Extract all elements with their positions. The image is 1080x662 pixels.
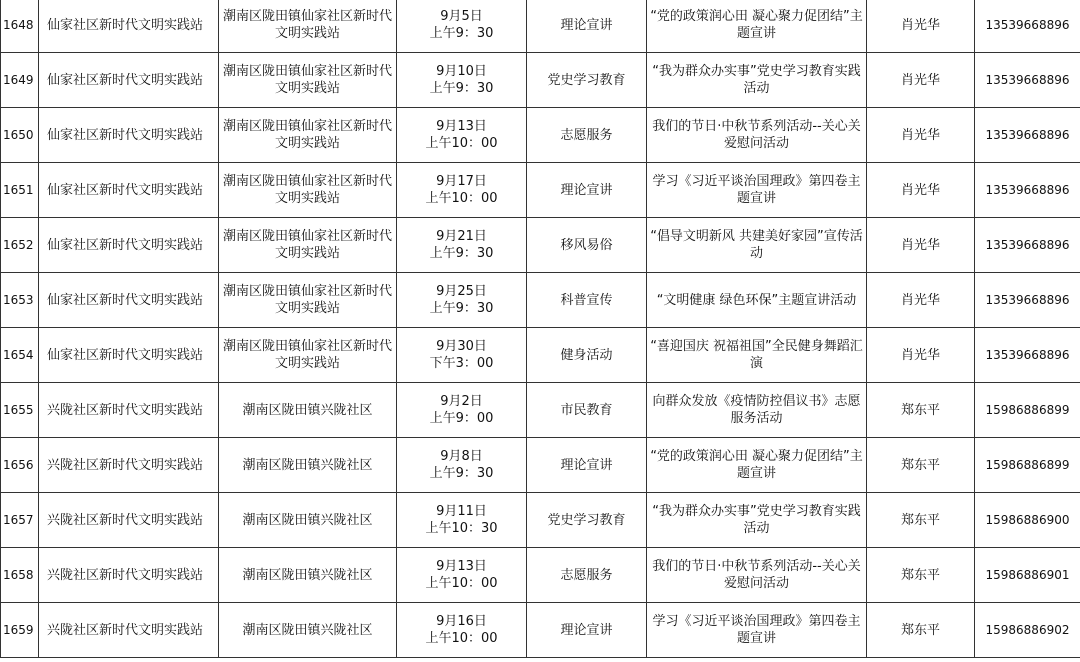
activity-date: 9月21日: [436, 229, 487, 244]
practice-station-name: 兴陇社区新时代文明实践站: [39, 383, 219, 438]
table-row: [1, 273, 1080, 328]
activity-location: 潮南区陇田镇兴陇社区: [219, 438, 397, 493]
activity-date: 9月13日: [436, 119, 487, 134]
activity-datetime: [397, 493, 527, 548]
activity-type: 健身活动: [527, 328, 647, 383]
activity-time: 上午10：00: [425, 631, 498, 646]
practice-station-name: 兴陇社区新时代文明实践站: [39, 438, 219, 493]
contact-phone: 15986886900: [975, 493, 1080, 548]
row-number: 1649: [1, 53, 39, 108]
activity-type: 科普宣传: [527, 273, 647, 328]
activity-date: 9月11日: [436, 504, 487, 519]
table-row: [1, 548, 1080, 603]
activity-content: “喜迎国庆 祝福祖国”全民健身舞蹈汇演: [647, 328, 867, 383]
row-number: 1658: [1, 548, 39, 603]
activity-location: 潮南区陇田镇仙家社区新时代文明实践站: [219, 53, 397, 108]
activity-time: 上午9：30: [429, 26, 494, 41]
activity-time: 上午10：30: [425, 521, 498, 536]
contact-person: 肖光华: [867, 108, 975, 163]
practice-station-name: 兴陇社区新时代文明实践站: [39, 493, 219, 548]
table-row: [1, 493, 1080, 548]
contact-person: 肖光华: [867, 0, 975, 53]
activity-content: 我们的节日·中秋节系列活动--关心关爱慰问活动: [647, 548, 867, 603]
activity-datetime: [397, 548, 527, 603]
contact-person: 肖光华: [867, 328, 975, 383]
row-number: 1652: [1, 218, 39, 273]
activity-datetime: [397, 328, 527, 383]
contact-person: 郑东平: [867, 603, 975, 658]
row-number: 1654: [1, 328, 39, 383]
activity-date: 9月5日: [440, 9, 483, 24]
practice-station-name: 仙家社区新时代文明实践站: [39, 163, 219, 218]
activity-time: 上午10：00: [425, 191, 498, 206]
contact-phone: 13539668896: [975, 53, 1080, 108]
activity-location: 潮南区陇田镇兴陇社区: [219, 603, 397, 658]
table-row: [1, 218, 1080, 273]
row-number: 1657: [1, 493, 39, 548]
row-number: 1653: [1, 273, 39, 328]
table-row: [1, 53, 1080, 108]
activity-location: 潮南区陇田镇兴陇社区: [219, 383, 397, 438]
activity-date: 9月13日: [436, 559, 487, 574]
activity-time: 上午10：00: [425, 136, 498, 151]
row-number: 1656: [1, 438, 39, 493]
contact-person: 肖光华: [867, 218, 975, 273]
activity-location: 潮南区陇田镇仙家社区新时代文明实践站: [219, 328, 397, 383]
contact-phone: 15986886901: [975, 548, 1080, 603]
activity-datetime: [397, 108, 527, 163]
activity-datetime: [397, 273, 527, 328]
activity-time: 上午9：30: [429, 246, 494, 261]
practice-station-name: 仙家社区新时代文明实践站: [39, 53, 219, 108]
contact-phone: 13539668896: [975, 108, 1080, 163]
practice-station-name: 兴陇社区新时代文明实践站: [39, 548, 219, 603]
activity-location: 潮南区陇田镇仙家社区新时代文明实践站: [219, 108, 397, 163]
activity-date: 9月10日: [436, 64, 487, 79]
activity-datetime: [397, 438, 527, 493]
activity-time: 上午9：30: [429, 466, 494, 481]
activity-date: 9月16日: [436, 614, 487, 629]
contact-phone: 13539668896: [975, 163, 1080, 218]
activity-datetime: [397, 603, 527, 658]
activity-content: 学习《习近平谈治国理政》第四卷主题宣讲: [647, 603, 867, 658]
activity-location: 潮南区陇田镇仙家社区新时代文明实践站: [219, 218, 397, 273]
contact-person: 郑东平: [867, 383, 975, 438]
practice-station-name: 仙家社区新时代文明实践站: [39, 273, 219, 328]
activity-content: “党的政策润心田 凝心聚力促团结”主题宣讲: [647, 0, 867, 53]
contact-person: 郑东平: [867, 493, 975, 548]
contact-phone: 13539668896: [975, 273, 1080, 328]
contact-person: 肖光华: [867, 53, 975, 108]
activity-location: 潮南区陇田镇仙家社区新时代文明实践站: [219, 273, 397, 328]
contact-phone: 13539668896: [975, 328, 1080, 383]
practice-station-name: 仙家社区新时代文明实践站: [39, 108, 219, 163]
activity-type: 理论宣讲: [527, 603, 647, 658]
row-number: 1648: [1, 0, 39, 53]
activity-content: “我为群众办实事”党史学习教育实践活动: [647, 53, 867, 108]
contact-phone: 13539668896: [975, 218, 1080, 273]
activity-date: 9月8日: [440, 449, 483, 464]
activity-time: 上午9：30: [429, 301, 494, 316]
contact-phone: 13539668896: [975, 0, 1080, 53]
table-row: [1, 108, 1080, 163]
activity-date: 9月17日: [436, 174, 487, 189]
activity-type: 志愿服务: [527, 108, 647, 163]
contact-phone: 15986886899: [975, 438, 1080, 493]
activity-content: “我为群众办实事”党史学习教育实践活动: [647, 493, 867, 548]
activity-location: 潮南区陇田镇仙家社区新时代文明实践站: [219, 0, 397, 53]
table-body: [1, 0, 1080, 658]
activity-content: 学习《习近平谈治国理政》第四卷主题宣讲: [647, 163, 867, 218]
practice-station-name: 仙家社区新时代文明实践站: [39, 0, 219, 53]
activity-time: 下午3：00: [429, 356, 494, 371]
contact-phone: 15986886902: [975, 603, 1080, 658]
table-row: [1, 163, 1080, 218]
activity-type: 党史学习教育: [527, 493, 647, 548]
row-number: 1651: [1, 163, 39, 218]
activity-type: 党史学习教育: [527, 53, 647, 108]
activity-content: “文明健康 绿色环保”主题宣讲活动: [647, 273, 867, 328]
table-row: [1, 603, 1080, 658]
activity-datetime: [397, 0, 527, 53]
row-number: 1650: [1, 108, 39, 163]
activity-content: “倡导文明新风 共建美好家园”宣传活动: [647, 218, 867, 273]
row-number: 1655: [1, 383, 39, 438]
activity-datetime: [397, 163, 527, 218]
activity-type: 理论宣讲: [527, 438, 647, 493]
table-row: [1, 438, 1080, 493]
activity-content: 向群众发放《疫情防控倡议书》志愿服务活动: [647, 383, 867, 438]
activity-datetime: [397, 383, 527, 438]
activity-time: 上午10：00: [425, 576, 498, 591]
activity-type: 志愿服务: [527, 548, 647, 603]
activity-location: 潮南区陇田镇兴陇社区: [219, 493, 397, 548]
contact-person: 郑东平: [867, 548, 975, 603]
contact-person: 郑东平: [867, 438, 975, 493]
practice-station-name: 仙家社区新时代文明实践站: [39, 328, 219, 383]
activity-datetime: [397, 53, 527, 108]
activity-type: 理论宣讲: [527, 0, 647, 53]
row-number: 1659: [1, 603, 39, 658]
activity-time: 上午9：30: [429, 81, 494, 96]
table-row: [1, 328, 1080, 383]
contact-phone: 15986886899: [975, 383, 1080, 438]
activity-content: 我们的节日·中秋节系列活动--关心关爱慰问活动: [647, 108, 867, 163]
activity-type: 市民教育: [527, 383, 647, 438]
practice-station-name: 兴陇社区新时代文明实践站: [39, 603, 219, 658]
activity-content: “党的政策润心田 凝心聚力促团结”主题宣讲: [647, 438, 867, 493]
activity-datetime: [397, 218, 527, 273]
activity-date: 9月25日: [436, 284, 487, 299]
contact-person: 肖光华: [867, 273, 975, 328]
activity-date: 9月30日: [436, 339, 487, 354]
contact-person: 肖光华: [867, 163, 975, 218]
activity-location: 潮南区陇田镇兴陇社区: [219, 548, 397, 603]
activity-type: 移风易俗: [527, 218, 647, 273]
table-row: [1, 383, 1080, 438]
practice-station-name: 仙家社区新时代文明实践站: [39, 218, 219, 273]
activity-time: 上午9：00: [429, 411, 494, 426]
table-row: [1, 0, 1080, 53]
activity-type: 理论宣讲: [527, 163, 647, 218]
activity-location: 潮南区陇田镇仙家社区新时代文明实践站: [219, 163, 397, 218]
activity-date: 9月2日: [440, 394, 483, 409]
